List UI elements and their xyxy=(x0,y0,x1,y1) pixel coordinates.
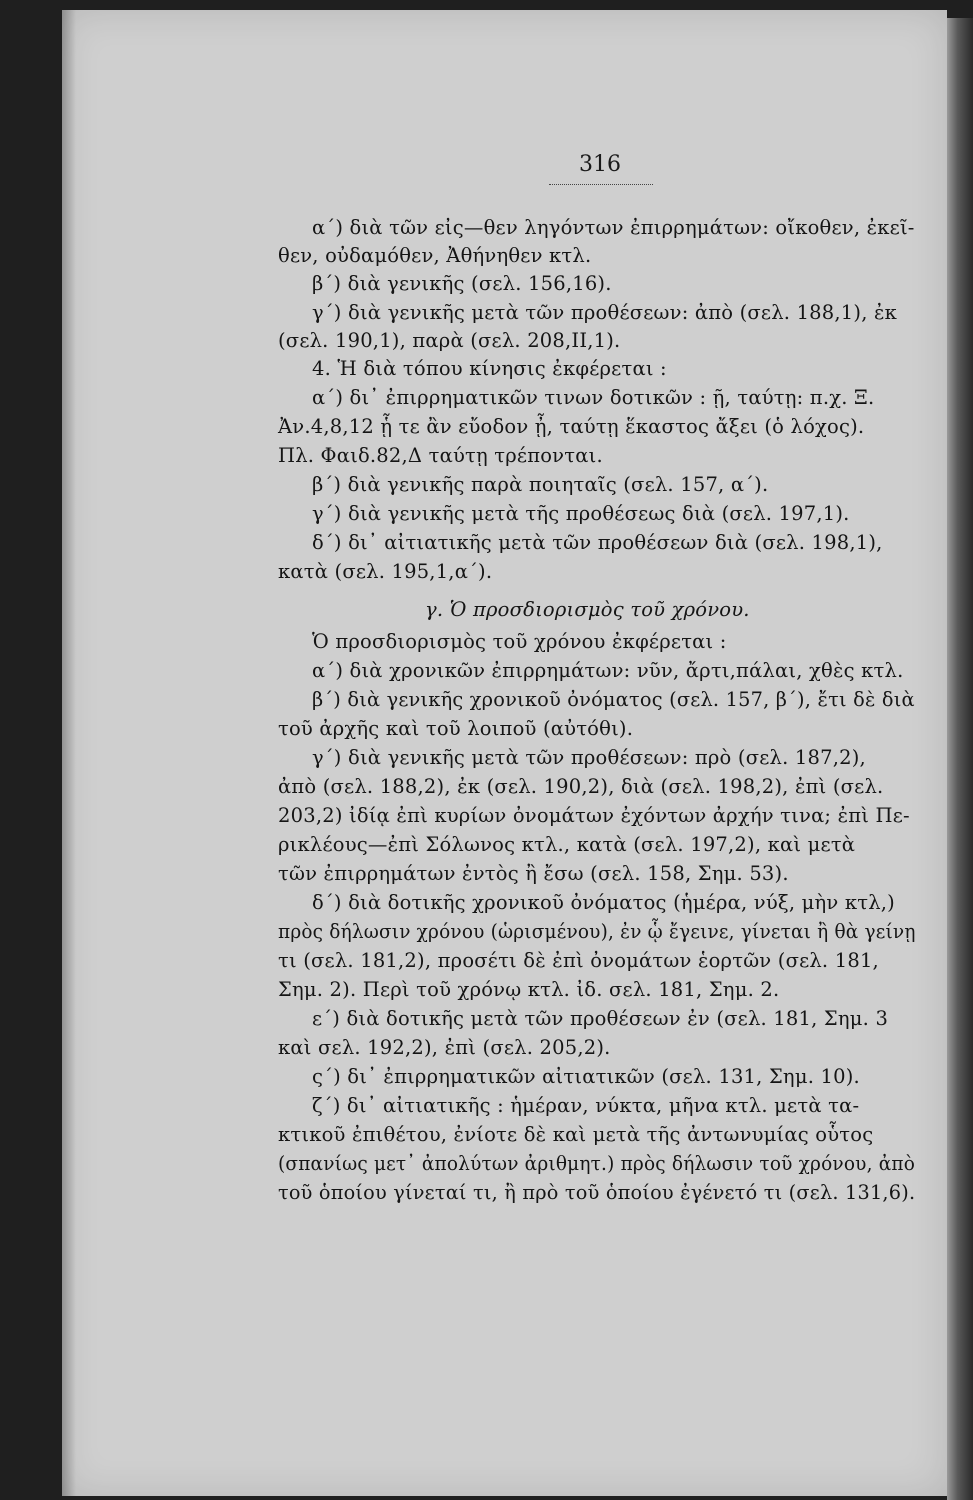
text-line: α΄) δι᾽ ἐπιρρηματικῶν τινων δοτικῶν : ῇ, ταύτῃ: π.χ. Ξ. xyxy=(312,386,875,409)
text-line: κτικοῦ ἐπιθέτου, ἐνίοτε δὲ καὶ μετὰ τῆς ἀντωνυμίας οὗτος xyxy=(278,1123,874,1146)
text-line: γ΄) διὰ γενικῆς μετὰ τῆς προθέσεως διὰ (σελ. 197,1). xyxy=(312,502,850,525)
text-line: ς΄) δι᾽ ἐπιρρηματικῶν αἰτιατικῶν (σελ. 131, Σημ. 10). xyxy=(312,1065,860,1088)
page-gutter-shadow xyxy=(62,10,76,1496)
text-line: γ΄) διὰ γενικῆς μετὰ τῶν προθέσεων: ἀπὸ (σελ. 188,1), ἐκ xyxy=(312,301,898,324)
section-heading: 4. Ἡ διὰ τόπου κίνησις ἐκφέρεται : xyxy=(312,357,667,380)
text-line: Σημ. 2). Περὶ τοῦ χρόνῳ κτλ. ἰδ. σελ. 181, Σημ. 2. xyxy=(278,978,780,1001)
text-line: τοῦ ὁποίου γίνεταί τι, ἢ πρὸ τοῦ ὁποίου ἐγένετό τι (σελ. 131,6). xyxy=(278,1181,916,1204)
text-line: (σπανίως μετ᾽ ἀπολύτων ἀριθμητ.) πρὸς δήλωσιν τοῦ χρόνου, ἀπὸ xyxy=(278,1152,916,1175)
text-line: δ΄) δι᾽ αἰτιατικῆς μετὰ τῶν προθέσεων διὰ (σελ. 198,1), xyxy=(312,531,883,554)
text-line: 203,2) ἰδίᾳ ἐπὶ κυρίων ὀνομάτων ἐχόντων ἀρχήν τινα; ἐπὶ Πε- xyxy=(278,804,910,827)
text-line: β΄) διὰ γενικῆς (σελ. 156,16). xyxy=(312,272,612,295)
text-line: Ἀν.4,8,12 ᾗ τε ἂν εὔοδον ᾖ, ταύτῃ ἕκαστος ἄξει (ὁ λόχος). xyxy=(278,415,865,438)
text-line: ἀπὸ (σελ. 188,2), ἐκ (σελ. 190,2), διὰ (σελ. 198,2), ἐπὶ (σελ. xyxy=(278,775,884,798)
text-line: τι (σελ. 181,2), προσέτι δὲ ἐπὶ ὀνομάτων ἑορτῶν (σελ. 181, xyxy=(278,949,879,972)
text-line: κατὰ (σελ. 195,1,α΄). xyxy=(278,560,493,583)
page-edge xyxy=(947,18,973,1500)
text-line: δ΄) διὰ δοτικῆς χρονικοῦ ὀνόματος (ἡμέρα, νύξ, μὴν κτλ,) xyxy=(312,891,895,914)
subsection-title: γ. Ὁ προσδιορισμὸς τοῦ χρόνου. xyxy=(425,598,750,621)
text-line: πρὸς δήλωσιν χρόνου (ὡρισμένου), ἐν ᾧ ἔγεινε, γίνεται ἢ θὰ γείνῃ xyxy=(278,920,916,943)
text-line: β΄) διὰ γενικῆς παρὰ ποιηταῖς (σελ. 157, α΄). xyxy=(312,473,769,496)
text-line: β΄) διὰ γενικῆς χρονικοῦ ὀνόματος (σελ. 157, β΄), ἔτι δὲ διὰ xyxy=(312,688,915,711)
text-line: Πλ. Φαιδ.82,Δ ταύτῃ τρέπονται. xyxy=(278,444,603,467)
text-line: α΄) διὰ χρονικῶν ἐπιρρημάτων: νῦν, ἄρτι,πάλαι, χθὲς κτλ. xyxy=(312,659,904,682)
text-line: τῶν ἐπιρρημάτων ἐντὸς ἢ ἔσω (σελ. 158, Σημ. 53). xyxy=(278,862,789,885)
text-line: ρικλέους—ἐπὶ Σόλωνος κτλ., κατὰ (σελ. 197,2), καὶ μετὰ xyxy=(278,833,856,856)
text-line: θεν, οὐδαμόθεν, Ἀθήνηθεν κτλ. xyxy=(278,244,592,267)
text-line: ζ΄) δι᾽ αἰτιατικῆς : ἡμέραν, νύκτα, μῆνα κτλ. μετὰ τα- xyxy=(312,1094,860,1117)
text-line: Ὁ προσδιορισμὸς τοῦ χρόνου ἐκφέρεται : xyxy=(312,630,727,653)
text-line: α΄) διὰ τῶν εἰς—θεν ληγόντων ἐπιρρημάτων: οἴκοθεν, ἐκεῖ- xyxy=(312,216,915,239)
header-rule xyxy=(549,184,653,185)
text-line: (σελ. 190,1), παρὰ (σελ. 208,II,1). xyxy=(278,329,621,352)
text-line: γ΄) διὰ γενικῆς μετὰ τῶν προθέσεων: πρὸ (σελ. 187,2), xyxy=(312,746,866,769)
text-line: καὶ σελ. 192,2), ἐπὶ (σελ. 205,2). xyxy=(278,1036,611,1059)
text-line: ε΄) διὰ δοτικῆς μετὰ τῶν προθέσεων ἐν (σελ. 181, Σημ. 3 xyxy=(312,1007,889,1030)
text-line: τοῦ ἀρχῆς καὶ τοῦ λοιποῦ (αὐτόθι). xyxy=(278,717,634,740)
page-number: 316 xyxy=(579,152,621,177)
